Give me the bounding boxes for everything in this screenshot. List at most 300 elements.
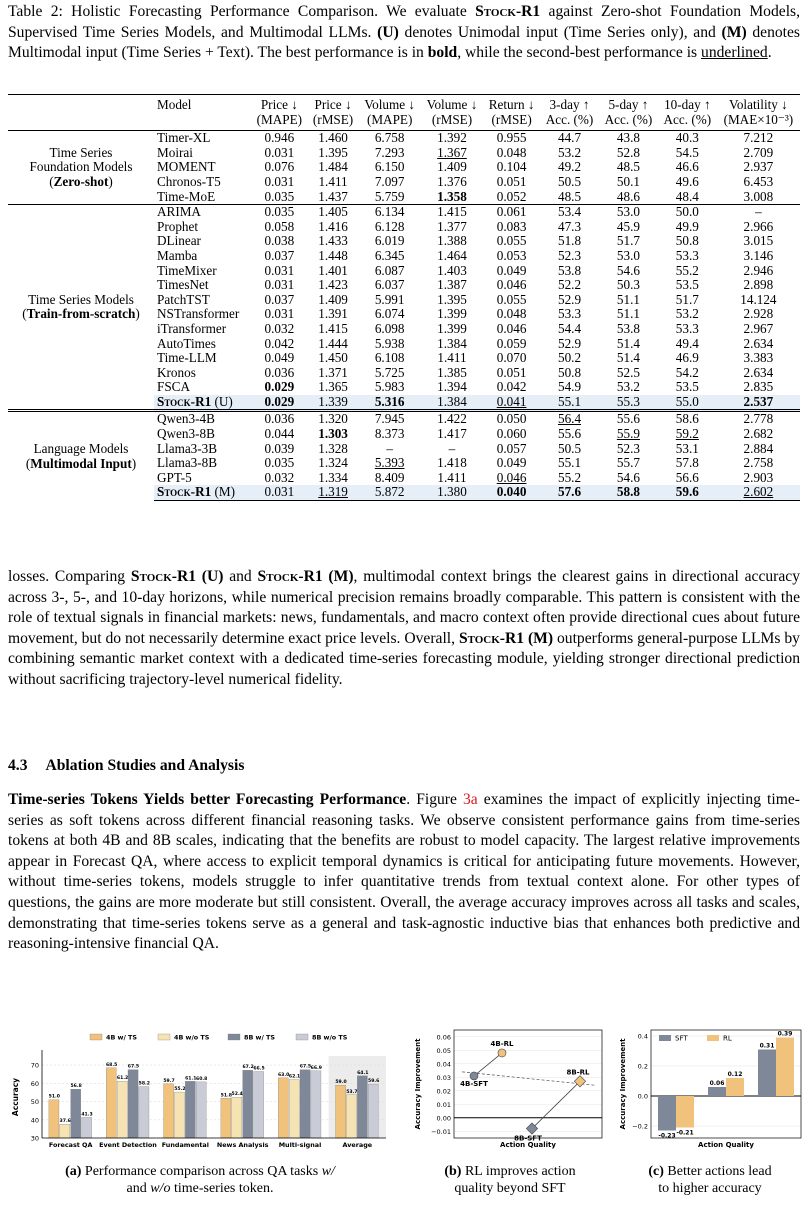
metric-cell: 53.2 xyxy=(675,306,699,322)
metric-cell: 52.9 xyxy=(557,291,582,307)
metric-cell: 2.634 xyxy=(743,335,774,351)
metric-cell: 0.946 xyxy=(251,131,308,146)
metric-cell: 48.4 xyxy=(675,188,699,204)
table-row xyxy=(8,131,800,146)
metric-cell: 1.417 xyxy=(437,426,467,442)
model-name: Qwen3-4B xyxy=(154,411,251,427)
metric-cell: – xyxy=(448,440,456,456)
bar xyxy=(139,1087,149,1138)
bar xyxy=(117,1081,127,1138)
table-row xyxy=(8,411,800,427)
metric-cell: 1.384 xyxy=(437,335,467,351)
y-tick-label: 0.0 xyxy=(637,1092,648,1101)
metric-cell: 0.048 xyxy=(496,144,527,160)
bar xyxy=(174,1092,184,1138)
column-header: 5-day ↑ Acc. (%) xyxy=(599,95,658,131)
y-tick-label: 0.2 xyxy=(637,1062,648,1071)
metric-cell: 1.415 xyxy=(318,320,348,336)
bar xyxy=(289,1080,299,1138)
bar xyxy=(758,1050,776,1097)
y-tick-label: 0.4 xyxy=(637,1032,648,1041)
data-point xyxy=(498,1049,506,1057)
metric-cell: 55.9 xyxy=(616,426,640,442)
metric-cell: 1.395 xyxy=(437,291,467,307)
metric-cell: 0.076 xyxy=(264,159,295,175)
metric-cell: 0.035 xyxy=(264,188,295,204)
metric-cell: 0.039 xyxy=(264,440,295,456)
metric-cell: 1.409 xyxy=(318,291,348,307)
y-tick-label: 0.02 xyxy=(436,1087,451,1096)
metric-cell: 2.937 xyxy=(743,159,774,175)
metric-cell: 1.328 xyxy=(318,440,348,456)
metric-cell: 0.053 xyxy=(496,247,527,263)
metric-cell: 0.046 xyxy=(496,469,527,485)
metric-cell: 1.358 xyxy=(437,188,467,204)
metric-cell: 6.074 xyxy=(374,306,405,322)
metric-cell: 54.5 xyxy=(675,144,699,160)
metric-cell: 54.9 xyxy=(557,379,582,395)
metric-cell: 1.367 xyxy=(437,144,467,160)
bar xyxy=(726,1078,744,1096)
metric-cell: 1.437 xyxy=(318,188,348,204)
bar xyxy=(708,1087,726,1096)
metric-cell: 1.418 xyxy=(437,455,467,471)
bar-value-label: 59.0 xyxy=(335,1080,347,1086)
metric-cell: 0.070 xyxy=(496,350,527,366)
metric-cell: 0.049 xyxy=(264,350,295,366)
metric-cell: 2.966 xyxy=(743,218,774,234)
bar xyxy=(357,1076,367,1138)
bar-value-label: 61.1 xyxy=(185,1076,197,1082)
model-name: TimeMixer xyxy=(157,262,217,278)
metric-cell: 57.6 xyxy=(540,485,599,500)
metric-cell: 7.212 xyxy=(717,131,800,146)
metric-cell: 2.898 xyxy=(743,277,774,293)
table-header xyxy=(8,95,800,131)
metric-cell: 5.991 xyxy=(374,291,405,307)
metric-cell: 1.403 xyxy=(437,262,467,278)
metric-cell: 51.7 xyxy=(616,233,640,249)
metric-cell: 49.6 xyxy=(675,173,699,189)
metric-cell: 0.083 xyxy=(496,218,527,234)
metric-cell: 0.035 xyxy=(251,205,308,220)
column-header: 3-day ↑ Acc. (%) xyxy=(540,95,599,131)
metric-cell: 0.031 xyxy=(264,262,295,278)
chart-qa-accuracy xyxy=(8,1026,392,1160)
legend-swatch xyxy=(659,1035,671,1041)
metric-cell: 0.031 xyxy=(264,277,295,293)
metric-cell: 48.5 xyxy=(616,159,640,175)
metric-cell: 55.6 xyxy=(557,426,582,442)
model-name: Llama3-3B xyxy=(157,440,218,456)
paragraph-ablation: Time-series Tokens Yields better Forecasting Performance. Figure 3a examines the impact of explicitly injecting time-series as soft tokens across different financial reasoning tasks. We observe consistent performance gains from time-series tokens at both 4B and 8B scales, indicating that the benefits are robust to model capacity. The largest relative improvements appear in Forecast QA, where access to explicit temporal dynamics is critical for anticipating future movements. However, without time-series tokens, models struggle to infer quantitative trends from textual context alone. For other types of questions, the gains are more moderate but still consistent. Overall, the average accuracy improves across all tasks and scales, demonstrating that time-series tokens serve as a general and task-agnostic inductive bias that enhances both predictive and reasoning-intensive financial QA. xyxy=(8,791,800,953)
column-header: Volume ↓ (rMSE) xyxy=(421,95,483,131)
metric-cell: 0.058 xyxy=(264,218,295,234)
metric-cell: 44.7 xyxy=(540,131,599,146)
metric-cell: 6.098 xyxy=(374,320,405,336)
bar xyxy=(71,1089,81,1138)
metric-cell: 55.2 xyxy=(557,469,582,485)
metric-cell: 50.3 xyxy=(616,277,640,293)
metric-cell: 0.051 xyxy=(496,364,527,380)
model-name: iTransformer xyxy=(157,320,227,336)
metric-cell: 49.4 xyxy=(675,335,699,351)
metric-cell: 1.392 xyxy=(421,131,483,146)
metric-cell: 2.835 xyxy=(743,379,774,395)
subcaption-b: (b) RL improves action quality beyond SFT xyxy=(444,1164,576,1196)
bar-value-label: 37.6 xyxy=(59,1119,71,1125)
metric-cell: 0.041 xyxy=(483,395,540,411)
metric-cell: 50.5 xyxy=(557,173,582,189)
metric-cell: 7.945 xyxy=(359,411,421,427)
column-header: Volume ↓ (MAPE) xyxy=(359,95,421,131)
metric-cell: 3.008 xyxy=(743,188,774,204)
column-header: Return ↓ (rMSE) xyxy=(483,95,540,131)
metric-cell: 1.460 xyxy=(308,131,359,146)
metric-cell: 2.709 xyxy=(743,144,774,160)
metric-cell: 1.399 xyxy=(437,320,467,336)
metric-cell: 1.387 xyxy=(437,277,467,293)
metric-cell: 55.1 xyxy=(540,395,599,411)
bar-value-label: 68.5 xyxy=(105,1062,118,1068)
metric-cell: 1.448 xyxy=(318,247,348,263)
metric-cell: 6.150 xyxy=(374,159,405,175)
metric-cell: 58.6 xyxy=(658,411,717,427)
metric-cell: 1.371 xyxy=(318,364,348,380)
model-name: Stock-R1 (U) xyxy=(154,395,251,411)
metric-cell: 52.3 xyxy=(557,247,582,263)
metric-cell: 57.8 xyxy=(675,455,699,471)
metric-cell: 54.2 xyxy=(675,364,699,380)
metric-cell: 1.376 xyxy=(437,173,467,189)
metric-cell: 6.758 xyxy=(359,131,421,146)
metric-cell: 51.1 xyxy=(616,306,640,322)
metric-cell: 55.6 xyxy=(599,411,658,427)
model-name: AutoTimes xyxy=(157,335,216,351)
metric-cell: 6.128 xyxy=(374,218,405,234)
metric-cell: 3.015 xyxy=(743,233,774,249)
bar xyxy=(243,1070,253,1138)
metric-cell: 52.5 xyxy=(616,364,640,380)
metric-cell: 2.682 xyxy=(743,426,774,442)
metric-cell: 6.087 xyxy=(374,262,405,278)
metric-cell: 0.037 xyxy=(264,247,295,263)
bar-value-label: 64.1 xyxy=(357,1070,369,1076)
point-label: 8B-SFT xyxy=(514,1134,542,1143)
metric-cell: 1.416 xyxy=(318,218,348,234)
bar xyxy=(49,1100,59,1138)
metric-cell: – xyxy=(717,205,800,220)
subcaption-c: (c) Better actions lead to higher accuracy xyxy=(648,1164,772,1196)
metric-cell: 2.903 xyxy=(743,469,774,485)
bar xyxy=(60,1124,70,1138)
model-name: FSCA xyxy=(157,379,190,395)
metric-cell: 59.2 xyxy=(675,426,699,442)
legend-label: RL xyxy=(723,1034,732,1043)
metric-cell: 1.319 xyxy=(308,485,359,500)
metric-cell: 55.3 xyxy=(599,395,658,411)
metric-cell: 8.373 xyxy=(374,426,405,442)
metric-cell: 1.303 xyxy=(318,426,348,442)
metric-cell: 0.048 xyxy=(496,306,527,322)
metric-cell: 1.422 xyxy=(421,411,483,427)
bar-value-label: 56.8 xyxy=(70,1084,82,1090)
metric-cell: 52.8 xyxy=(616,144,640,160)
metric-cell: 1.365 xyxy=(318,379,348,395)
bar xyxy=(254,1071,264,1138)
metric-cell: 54.6 xyxy=(616,469,640,485)
metric-cell: 50.8 xyxy=(557,364,582,380)
model-name: Time-MoE xyxy=(157,188,216,204)
metric-cell: 0.044 xyxy=(264,426,295,442)
metric-cell: 51.4 xyxy=(616,335,640,351)
metric-cell: 0.049 xyxy=(496,262,527,278)
metric-cell: 55.0 xyxy=(658,395,717,411)
metric-cell: 5.872 xyxy=(359,485,421,500)
metric-cell: 1.405 xyxy=(308,205,359,220)
metric-cell: 52.9 xyxy=(557,335,582,351)
metric-cell: 0.029 xyxy=(251,395,308,411)
bar xyxy=(676,1096,694,1128)
metric-cell: 50.5 xyxy=(557,440,582,456)
model-name: TimesNet xyxy=(157,277,209,293)
metric-cell: 43.8 xyxy=(599,131,658,146)
x-category-label: Forecast QA xyxy=(48,1141,93,1149)
y-tick-label: 70 xyxy=(30,1061,39,1070)
legend-swatch xyxy=(158,1034,170,1040)
y-tick-label: −0.2 xyxy=(632,1122,648,1131)
metric-cell: 2.602 xyxy=(717,485,800,500)
bar xyxy=(128,1070,138,1138)
model-name: Time-LLM xyxy=(157,350,217,366)
metric-cell: 2.778 xyxy=(717,411,800,427)
legend-label: 8B w/ TS xyxy=(244,1033,275,1042)
bar xyxy=(82,1117,92,1138)
metric-cell: 8.409 xyxy=(374,469,405,485)
metric-cell: 1.384 xyxy=(421,395,483,411)
metric-cell: 52.2 xyxy=(557,277,582,293)
metric-cell: 53.0 xyxy=(616,247,640,263)
metric-cell: 0.057 xyxy=(496,440,527,456)
bar-value-label: 51.0 xyxy=(48,1094,60,1100)
column-header: Volatility ↓ (MAE×10⁻³) xyxy=(717,95,800,131)
metric-cell: 5.316 xyxy=(359,395,421,411)
point-label: 8B-RL xyxy=(566,1068,590,1077)
bar-value-label: 63.0 xyxy=(277,1072,290,1078)
metric-cell: 53.3 xyxy=(675,320,699,336)
y-tick-label: 50 xyxy=(30,1098,39,1107)
metric-cell: 49.2 xyxy=(557,159,582,175)
metric-cell: 2.946 xyxy=(743,262,774,278)
model-name: Mamba xyxy=(157,247,198,263)
bar-value-label: 0.12 xyxy=(727,1071,743,1078)
metric-cell: 50.8 xyxy=(675,233,699,249)
metric-cell: 0.050 xyxy=(483,411,540,427)
metric-cell: 2.634 xyxy=(743,364,774,380)
metric-cell: 1.385 xyxy=(437,364,467,380)
model-name: MOMENT xyxy=(157,159,216,175)
x-axis-label: Action Quality xyxy=(500,1141,556,1149)
bar xyxy=(300,1070,310,1138)
section-heading: 4.3 Ablation Studies and Analysis xyxy=(8,757,245,774)
y-tick-label: 0.00 xyxy=(436,1114,451,1123)
metric-cell: 51.7 xyxy=(675,291,699,307)
y-axis-label: Accuracy xyxy=(11,1077,20,1117)
metric-cell: 1.484 xyxy=(318,159,348,175)
metric-cell: 55.1 xyxy=(557,455,582,471)
legend-swatch xyxy=(296,1034,308,1040)
bar-value-label: 0.06 xyxy=(709,1080,725,1087)
metric-cell: 0.046 xyxy=(496,277,527,293)
model-name: NSTransformer xyxy=(157,306,240,322)
model-name: Chronos-T5 xyxy=(157,173,221,189)
metric-cell: 0.955 xyxy=(483,131,540,146)
metric-cell: – xyxy=(386,440,393,456)
x-category-label: Multi-signal xyxy=(278,1141,322,1149)
bar-value-label: 66.5 xyxy=(253,1066,265,1072)
group-label: Language Models (Multimodal Input) xyxy=(8,411,154,501)
column-header: Price ↓ (rMSE) xyxy=(308,95,359,131)
metric-cell: 0.042 xyxy=(496,379,527,395)
metric-cell: 49.9 xyxy=(675,218,699,234)
bar-value-label: 67.5 xyxy=(299,1064,312,1070)
metric-cell: 3.146 xyxy=(743,247,774,263)
metric-cell: 46.9 xyxy=(675,350,699,366)
metric-cell: 0.040 xyxy=(483,485,540,500)
group-header xyxy=(8,95,154,131)
group-label: Time Series Models (Train-from-scratch) xyxy=(8,205,154,411)
metric-cell: 48.5 xyxy=(557,188,582,204)
model-name: GPT-5 xyxy=(157,469,192,485)
legend-swatch xyxy=(707,1035,719,1041)
metric-cell: 1.377 xyxy=(437,218,467,234)
x-category-label: Average xyxy=(342,1141,373,1149)
metric-cell: 2.758 xyxy=(743,455,774,471)
metric-cell: 1.411 xyxy=(318,173,348,189)
column-header: Model xyxy=(154,95,251,131)
metric-cell: 0.049 xyxy=(496,455,527,471)
y-axis-label: Accuracy Improvement xyxy=(619,1038,627,1130)
bar xyxy=(368,1084,378,1138)
model-name: DLinear xyxy=(157,233,201,249)
chart-rl-vs-sft xyxy=(410,1026,610,1160)
metric-cell: 5.393 xyxy=(374,455,405,471)
bar-value-label: 0.31 xyxy=(759,1042,775,1050)
x-category-label: Event Detection xyxy=(99,1141,157,1149)
metric-cell: 53.5 xyxy=(675,379,699,395)
metric-cell: 56.6 xyxy=(675,469,699,485)
metric-cell: 52.3 xyxy=(616,440,640,456)
y-tick-label: 30 xyxy=(30,1134,39,1143)
metric-cell: 50.1 xyxy=(616,173,640,189)
bar-value-label: 41.3 xyxy=(81,1112,93,1118)
metric-cell: 55.7 xyxy=(616,455,640,471)
metric-cell: 1.320 xyxy=(308,411,359,427)
y-tick-label: −0.01 xyxy=(431,1127,451,1136)
metric-cell: 0.031 xyxy=(264,306,295,322)
y-tick-label: 0.03 xyxy=(436,1073,451,1082)
bar-value-label: 61.2 xyxy=(116,1076,129,1082)
arrow-8b xyxy=(532,1081,580,1128)
y-tick-label: 60 xyxy=(30,1079,39,1088)
metric-cell: 1.433 xyxy=(318,233,348,249)
metric-cell: 0.031 xyxy=(264,173,295,189)
metric-cell: 53.3 xyxy=(557,306,582,322)
subcaption-a: (a) Performance comparison across QA tasks w/ and w/o time-series token. xyxy=(65,1164,335,1196)
metric-cell: 1.423 xyxy=(318,277,348,293)
metric-cell: 5.725 xyxy=(374,364,405,380)
y-tick-label: 0.06 xyxy=(436,1033,451,1042)
metric-cell: 7.293 xyxy=(374,144,405,160)
legend-label: 4B w/ TS xyxy=(106,1033,137,1042)
metric-cell: 2.928 xyxy=(743,306,774,322)
metric-cell: 1.444 xyxy=(318,335,348,351)
bar xyxy=(311,1071,321,1138)
metric-cell: 0.036 xyxy=(264,364,295,380)
legend-label: SFT xyxy=(675,1034,688,1043)
metric-cell: 1.411 xyxy=(437,469,467,485)
metric-cell: 47.3 xyxy=(557,218,582,234)
results-table xyxy=(8,94,800,501)
metric-cell: 53.8 xyxy=(616,320,640,336)
metric-cell: 6.453 xyxy=(743,173,774,189)
model-name: Moirai xyxy=(157,144,193,160)
metric-cell: 56.4 xyxy=(540,411,599,427)
point-label: 4B-RL xyxy=(490,1039,514,1048)
metric-cell: 3.383 xyxy=(743,350,774,366)
metric-cell: 1.464 xyxy=(437,247,467,263)
legend-label: 8B w/o TS xyxy=(312,1033,348,1042)
figure-reference-link[interactable]: 3a xyxy=(462,791,478,808)
bar-value-label: 66.9 xyxy=(310,1065,323,1071)
metric-cell: 0.052 xyxy=(496,188,527,204)
bar-value-label: 59.7 xyxy=(163,1078,175,1084)
metric-cell: 6.019 xyxy=(374,233,405,249)
bar-value-label: 60.8 xyxy=(196,1076,208,1082)
bar xyxy=(336,1085,346,1138)
metric-cell: 0.032 xyxy=(264,469,295,485)
y-tick-label: 0.05 xyxy=(436,1046,451,1055)
metric-cell: 55.2 xyxy=(675,262,699,278)
metric-cell: 1.339 xyxy=(308,395,359,411)
metric-cell: 2.967 xyxy=(743,320,774,336)
metric-cell: 1.409 xyxy=(437,159,467,175)
metric-cell: 7.097 xyxy=(374,173,405,189)
model-name: PatchTST xyxy=(157,291,210,307)
y-tick-label: 0.01 xyxy=(436,1100,451,1109)
metric-cell: 1.394 xyxy=(437,379,467,395)
group-label: Time Series Foundation Models (Zero-shot) xyxy=(8,131,154,205)
metric-cell: 53.3 xyxy=(675,247,699,263)
metric-cell: 1.399 xyxy=(437,306,467,322)
x-category-label: News Analysis xyxy=(216,1141,269,1149)
bar-value-label: 0.39 xyxy=(777,1030,793,1038)
x-category-label: Fundamental xyxy=(161,1141,209,1149)
metric-cell: 40.3 xyxy=(658,131,717,146)
chart-action-accuracy xyxy=(615,1026,805,1160)
metric-cell: 0.038 xyxy=(264,233,295,249)
model-name: ARIMA xyxy=(154,205,251,220)
bar xyxy=(232,1097,242,1138)
metric-cell: 54.4 xyxy=(557,320,582,336)
bar xyxy=(196,1082,206,1138)
model-name: Stock-R1 (M) xyxy=(154,485,251,500)
metric-cell: 0.037 xyxy=(264,291,295,307)
model-name: Qwen3-8B xyxy=(157,426,215,442)
bar xyxy=(106,1068,116,1138)
metric-cell: 1.411 xyxy=(437,350,467,366)
metric-cell: 53.0 xyxy=(599,205,658,220)
